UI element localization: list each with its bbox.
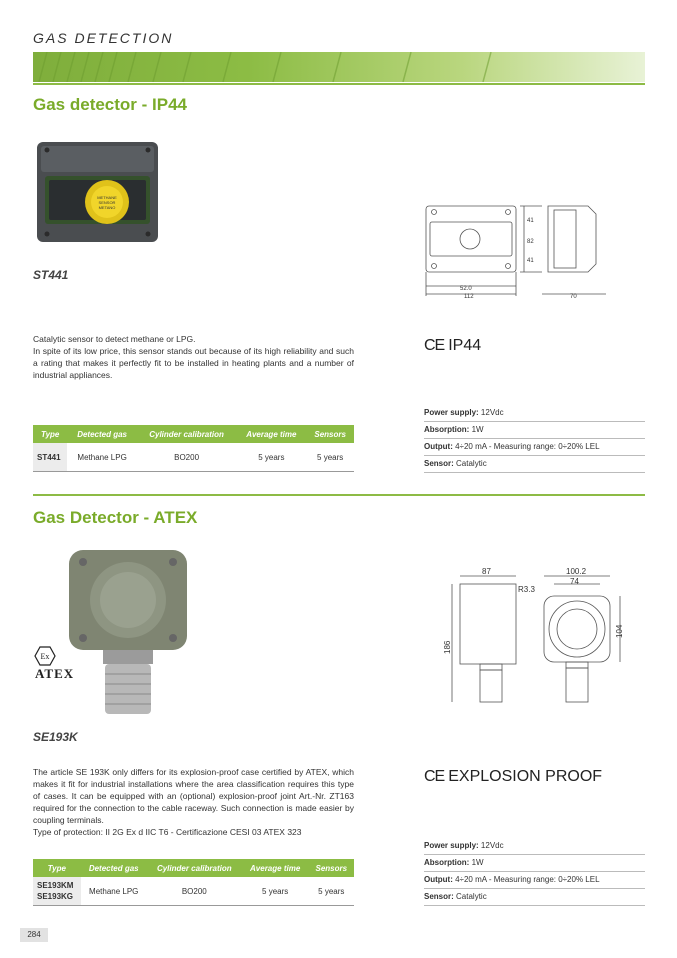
dim2-height: 186 — [443, 640, 452, 654]
th-average-time: Average time — [242, 859, 309, 877]
device-label-2: SENSOR — [98, 200, 116, 205]
table-row — [33, 443, 354, 472]
st441-dimension-drawing — [420, 200, 645, 300]
th-gas: Detected gas — [67, 425, 137, 443]
header-title: GAS DETECTION — [33, 30, 174, 46]
page-number: 284 — [20, 928, 48, 942]
cell-average-time: 5 years — [236, 443, 306, 472]
dim2-width: 87 — [482, 567, 491, 576]
atex-logo: ATEX — [35, 666, 75, 681]
th-gas: Detected gas — [81, 859, 147, 877]
spec-absorption: Absorption: 1W — [424, 422, 645, 439]
header-rule — [33, 83, 645, 85]
th-sensors: Sensors — [309, 859, 354, 877]
dim2-radius: R3.3 — [518, 585, 535, 594]
spec-power: Power supply: 12Vdc — [424, 405, 645, 422]
section-divider — [33, 494, 645, 496]
ce-mark-icon: CE — [424, 337, 445, 354]
th-sensors: Sensors — [306, 425, 354, 443]
se193k-product-image — [65, 550, 195, 720]
section1-title: Gas detector - IP44 — [33, 95, 188, 114]
table-row — [33, 877, 354, 906]
header-band — [33, 52, 645, 82]
dim-depth: 70 — [570, 294, 577, 300]
th-calibration: Cylinder calibration — [137, 425, 236, 443]
section2-specs-list — [424, 838, 645, 906]
section2-certification — [424, 768, 602, 786]
spec-sensor: Sensor: Catalytic — [424, 889, 645, 906]
ce-mark-icon: CE — [424, 768, 445, 785]
cell-sensors: 5 years — [306, 443, 354, 472]
dim-h3: 41 — [527, 258, 534, 264]
spec-power: Power supply: 12Vdc — [424, 838, 645, 855]
ip-rating: IP44 — [448, 337, 482, 354]
ex-label: Ex — [40, 652, 50, 661]
table-header-row — [33, 859, 354, 877]
section1-product-code: ST441 — [33, 268, 69, 282]
dim-h1: 41 — [527, 218, 534, 224]
spec-output: Output: 4÷20 mA - Measuring range: 0÷20% LEL — [424, 872, 645, 889]
section1-certification — [424, 337, 481, 355]
cell-average-time: 5 years — [242, 877, 309, 906]
spec-absorption: Absorption: 1W — [424, 855, 645, 872]
cell-gas: Methane LPG — [67, 443, 137, 472]
dim-w2: 112 — [464, 294, 474, 300]
cell-type: ST441 — [33, 443, 67, 472]
ex-hexagon-icon — [34, 646, 56, 666]
device-label-1: METHANE — [97, 195, 117, 200]
cell-sensors: 5 years — [309, 877, 354, 906]
spec-sensor: Sensor: Catalytic — [424, 456, 645, 473]
section2-title: Gas Detector - ATEX — [33, 508, 198, 527]
table-header-row — [33, 425, 354, 443]
dim2-w-inner: 74 — [570, 577, 579, 586]
th-type: Type — [33, 425, 67, 443]
st441-product-image — [35, 138, 160, 248]
th-average-time: Average time — [236, 425, 306, 443]
section2-description: The article SE 193K only differs for its explosion-proof case certified by ATEX, which makes it fit for industrial installations where the area classification requires this type of cases. It can be equipped with an (optional) explosion-proof joint Art.-Nr. ZT163 required for the connection to the cable raceway. Such connection is made easier by coupling terminals. Type of protection: II 2G Ex d IIC T6 - Certificazione CESI 03 ATEX 323 — [33, 767, 354, 837]
section2-spec-table — [33, 859, 354, 906]
band-texture — [33, 52, 645, 82]
section1-description: Catalytic sensor to detect methane or LPG. In spite of its low price, this sensor stands out because of its high reliability and such a rating that makes it perfectly fit to be installed in heating plants and a number of industrial appliances. — [33, 334, 354, 380]
section1-specs-list — [424, 405, 645, 473]
spec-output: Output: 4÷20 mA - Measuring range: 0÷20% LEL — [424, 439, 645, 456]
cell-gas: Methane LPG — [81, 877, 147, 906]
section1-spec-table — [33, 425, 354, 472]
cell-calibration: BO200 — [147, 877, 242, 906]
dim-w1: 52.0 — [460, 286, 472, 292]
se193k-dimension-drawing — [440, 562, 645, 712]
explosion-proof-label: EXPLOSION PROOF — [448, 768, 603, 785]
th-type: Type — [33, 859, 81, 877]
dim-h2: 82 — [527, 239, 534, 245]
th-calibration: Cylinder calibration — [147, 859, 242, 877]
cell-calibration: BO200 — [137, 443, 236, 472]
section2-product-code: SE193K — [33, 730, 78, 744]
device-label-3: METANO — [98, 205, 116, 210]
dim2-w-outer: 100.2 — [566, 567, 587, 576]
cell-type: SE193KM SE193KG — [33, 877, 81, 906]
dim2-h-side: 104 — [615, 624, 624, 638]
